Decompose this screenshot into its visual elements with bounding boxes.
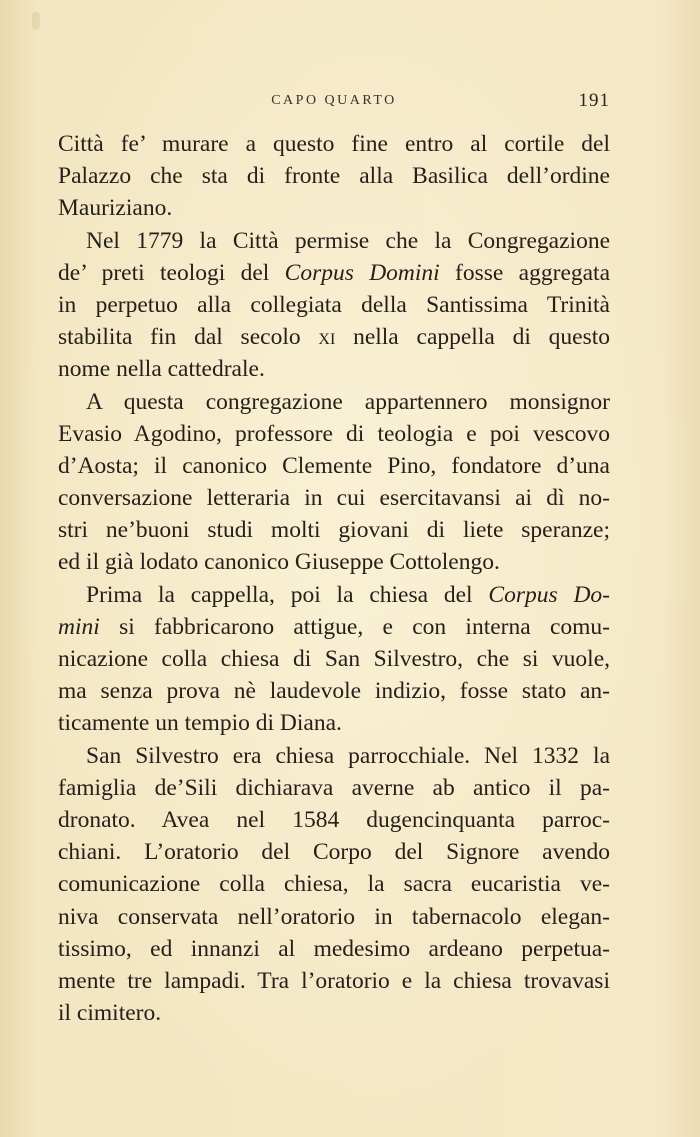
text-line: il cimitero. <box>58 1000 162 1027</box>
text-line: San Silvestro era chiesa parrocchiale. Nel 1332 la <box>86 742 610 769</box>
text-line: ed il già lodato canonico Giuseppe Cottolengo. <box>58 549 500 576</box>
italic-text: mini <box>58 613 100 640</box>
italic-text: Corpus Domini <box>284 259 440 286</box>
text-line: ma senza prova nè laudevole indizio, fosse stato an- <box>58 678 610 705</box>
text-line: Città fe’ murare a questo fine entro al cortile del <box>58 131 610 157</box>
text-line: niva conservata nell’oratorio in tabernacolo elegan- <box>58 903 610 930</box>
text-span: Prima la cappella, poi la chiesa del <box>86 581 489 608</box>
text-line: Palazzo che sta di fronte alla Basilica dell’ordine <box>58 163 610 190</box>
text-line: Evasio Agodino, professore di teologia e poi vescovo <box>58 420 610 447</box>
text-span: si fabbricarono attigue, e con interna comu- <box>99 613 610 640</box>
text-line: comunicazione colla chiesa, la sacra eucaristia ve- <box>58 871 610 898</box>
text-line: stri ne’buoni studi molti giovani di liete speranze; <box>58 517 610 544</box>
paper-stain <box>32 12 40 30</box>
running-head <box>58 90 610 114</box>
text-line: Mauriziano. <box>58 195 173 222</box>
text-line <box>58 579 610 611</box>
text-line: mente tre lampadi. Tra l’oratorio e la chiesa trovavasi <box>58 967 610 994</box>
text-line <box>58 321 610 353</box>
text-line: nicazione colla chiesa di San Silvestro, che si vuole, <box>58 646 610 672</box>
text-span: nella cappella di questo <box>335 324 610 351</box>
text-line: A questa congregazione appartennero monsignor <box>86 388 610 415</box>
roman-numeral: xi <box>318 324 336 351</box>
text-line: in perpetuo alla collegiata della Santissima Trinità <box>58 291 610 318</box>
text-line: tissimo, ed innanzi al medesimo ardeano perpetua- <box>58 935 610 962</box>
text-line: nome nella cattedrale. <box>58 356 265 383</box>
text-line: ticamente un tempio di Diana. <box>58 710 342 737</box>
page-number: 191 <box>578 90 610 111</box>
italic-text: Corpus Do- <box>488 581 610 608</box>
body-text <box>58 128 610 1029</box>
text-line: famiglia de’Sili dichiarava averne ab antico il pa- <box>58 774 610 801</box>
text-line <box>58 611 610 643</box>
text-span: de’ preti teologi del <box>58 259 285 286</box>
text-line: chiani. L’oratorio del Corpo del Signore avendo <box>58 839 610 866</box>
text-line: conversazione letteraria in cui esercitavansi ai dì no- <box>58 485 610 512</box>
text-line <box>58 257 610 289</box>
text-line: Nel 1779 la Città permise che la Congregazione <box>86 227 610 254</box>
running-title: CAPO QUARTO <box>271 93 397 108</box>
text-span: stabilita fin dal secolo <box>58 324 319 351</box>
text-line: dronato. Avea nel 1584 dugencinquanta parroc- <box>58 806 610 833</box>
text-span: fosse aggregata <box>439 259 611 286</box>
text-line: d’Aosta; il canonico Clemente Pino, fondatore d’una <box>58 452 610 479</box>
